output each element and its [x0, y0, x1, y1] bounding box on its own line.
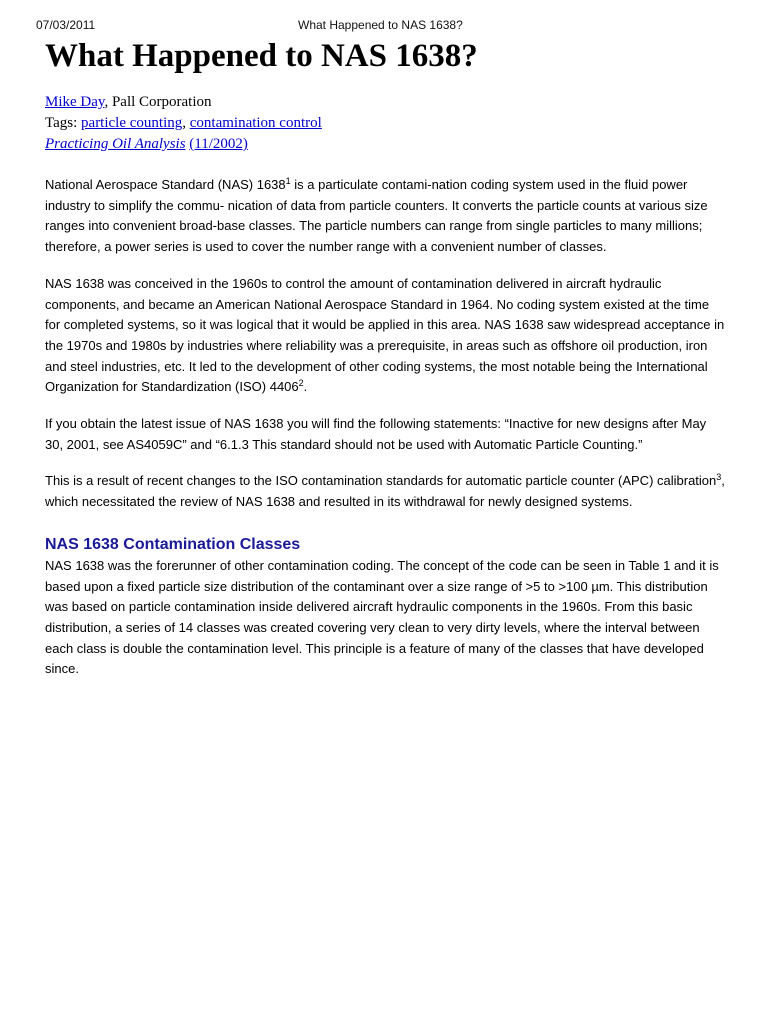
paragraph-1: [45, 175, 725, 258]
footnote-ref-1: 1: [285, 176, 291, 186]
print-date: 07/03/2011: [36, 18, 96, 32]
footnote-ref-3: 3: [716, 472, 722, 483]
paragraph-5: NAS 1638 was the forerunner of other contamination coding. The concept of the code can be seen in Table 1 and it is based upon a fixed particle size distribution of the contaminant over a size range of >5 to >100 µm. This distribution was based on particle contamination inside delivered aircraft hydraulic components in the 1960s. From this basic distribution, a series of 14 classes was created covering very clean to very dirty levels, where the interval between each class is double the contamination level. This principle is a feature of many of the classes that have developed since.: [45, 557, 719, 677]
article-meta: [45, 92, 725, 155]
article: [45, 36, 725, 696]
byline: [45, 92, 725, 113]
paragraph-1-text-b: is a particulate contami-nation coding system used in the fluid power industry to simplify the commu- nication of data from particle counters. It converts the particle counts at various size ranges into convenient broad-base classes. The particle numbers can range from single particles to many millions; therefore, a power series is used to cover the number range with a convenient number of classes.: [45, 177, 708, 255]
paragraph-3: If you obtain the latest issue of NAS 1638 you will find the following statements: “Inactive for new designs after May 30, 2001, see AS4059C” and “6.1.3 This standard should not be used with Automatic Particle Counting.”: [45, 416, 707, 452]
tag-separator: ,: [182, 115, 190, 131]
paragraph-1-text-a: National Aerospace Standard (NAS) 1638: [45, 177, 286, 192]
tags-line: [45, 113, 725, 134]
article-body: [45, 175, 725, 680]
article-title: What Happened to NAS 1638?: [45, 38, 478, 74]
tag-link-contamination-control[interactable]: contamination control: [189, 115, 322, 131]
publication-line: [45, 134, 725, 155]
section-heading: NAS 1638 Contamination Classes: [45, 535, 301, 553]
paragraph-2: [45, 274, 725, 398]
publication-link[interactable]: Practicing Oil Analysis: [45, 136, 186, 152]
author-org: , Pall Corporation: [104, 94, 212, 110]
footnote-ref-2: 2: [298, 378, 304, 389]
print-page-title: What Happened to NAS 1638?: [298, 18, 463, 32]
paragraph-4: [45, 471, 725, 512]
paragraph-2-text-b: .: [303, 379, 308, 395]
paragraph-4-text-b: , which necessitated the review of NAS 1638 and resulted in its withdrawal for newly designed systems.: [45, 473, 725, 510]
tag-link-particle-counting[interactable]: particle counting: [81, 115, 183, 131]
print-header: [36, 17, 736, 33]
paragraph-2-text-a: NAS 1638 was conceived in the 1960s to control the amount of contamination delivered in aircraft hydraulic components, and became an American National Aerospace Standard in 1964. No coding system existed at the time for completed systems, so it was logical that it would be applied in this area. NAS 1638 saw widespread acceptance in the 1970s and 1980s by industries where reliability was a prerequisite, in areas such as offshore oil production, iron and steel industries, etc. It led to the development of other coding systems, the most notable being the International Organization for Standardization (ISO) 4406: [45, 275, 725, 395]
author-link[interactable]: Mike Day: [45, 94, 105, 110]
tags-label: Tags:: [45, 115, 82, 131]
issue-link[interactable]: (11/2002): [189, 136, 248, 152]
paragraph-4-text-a: This is a result of recent changes to the ISO contamination standards for automatic particle counter (APC) calibration: [45, 473, 717, 489]
